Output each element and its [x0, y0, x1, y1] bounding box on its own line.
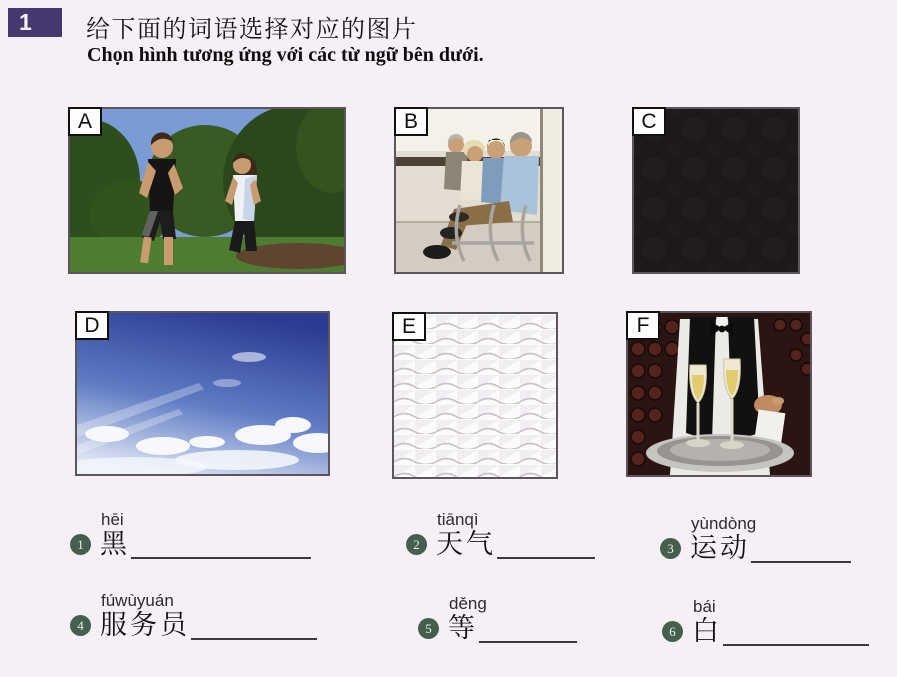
- hanzi-4: 服务员: [100, 610, 190, 641]
- picture-f-label: F: [626, 311, 660, 340]
- hanzi-3: 运动: [690, 533, 750, 564]
- exercise-number-badge: 1: [8, 8, 62, 37]
- pinyin-4: fúwùyuán: [101, 591, 174, 610]
- answer-blank-6: [723, 622, 869, 646]
- picture-e-label: E: [392, 312, 426, 341]
- picture-a-label: A: [68, 107, 102, 136]
- serving-tray: [646, 434, 794, 472]
- word-item-6: [662, 597, 869, 646]
- jogging-photo: [70, 109, 344, 272]
- word-item-5: [418, 594, 577, 643]
- picture-c: [632, 107, 800, 274]
- item-number-4: 4: [70, 615, 91, 636]
- picture-b-label: B: [394, 107, 428, 136]
- answer-blank-2: [497, 535, 595, 559]
- pinyin-1: hēi: [101, 510, 124, 529]
- picture-c-label: C: [632, 107, 666, 136]
- answer-blank-4: [191, 616, 317, 640]
- item-number-1: 1: [70, 534, 91, 555]
- word-item-1: [70, 510, 311, 559]
- item-number-2: 2: [406, 534, 427, 555]
- picture-a: [68, 107, 346, 274]
- hanzi-6: 白: [692, 616, 722, 647]
- word-item-4: [70, 591, 317, 640]
- picture-d-label: D: [75, 311, 109, 340]
- exercise-title-vietnamese: Chọn hình tương ứng với các từ ngữ bên dưới.: [87, 44, 484, 66]
- answer-blank-1: [131, 535, 311, 559]
- blue-sky-photo: [77, 313, 328, 474]
- picture-d: [75, 311, 330, 476]
- hanzi-2: 天气: [436, 529, 496, 560]
- hanzi-1: 黑: [100, 529, 130, 560]
- hanzi-5: 等: [448, 613, 478, 644]
- pinyin-5: děng: [449, 594, 487, 613]
- answer-blank-5: [479, 619, 577, 643]
- word-item-3: [660, 514, 851, 563]
- pinyin-2: tiānqì: [437, 510, 479, 529]
- item-number-5: 5: [418, 618, 439, 639]
- exercise-title-chinese: 给下面的词语选择对应的图片: [86, 16, 418, 43]
- picture-b: [394, 107, 564, 274]
- pinyin-3: yùndòng: [691, 514, 757, 533]
- item-number-6: 6: [662, 621, 683, 642]
- picture-e: [392, 312, 558, 479]
- item-number-3: 3: [660, 538, 681, 559]
- pinyin-6: bái: [693, 597, 716, 616]
- answer-blank-3: [751, 539, 851, 563]
- word-item-2: [406, 510, 595, 559]
- picture-f: [626, 311, 812, 477]
